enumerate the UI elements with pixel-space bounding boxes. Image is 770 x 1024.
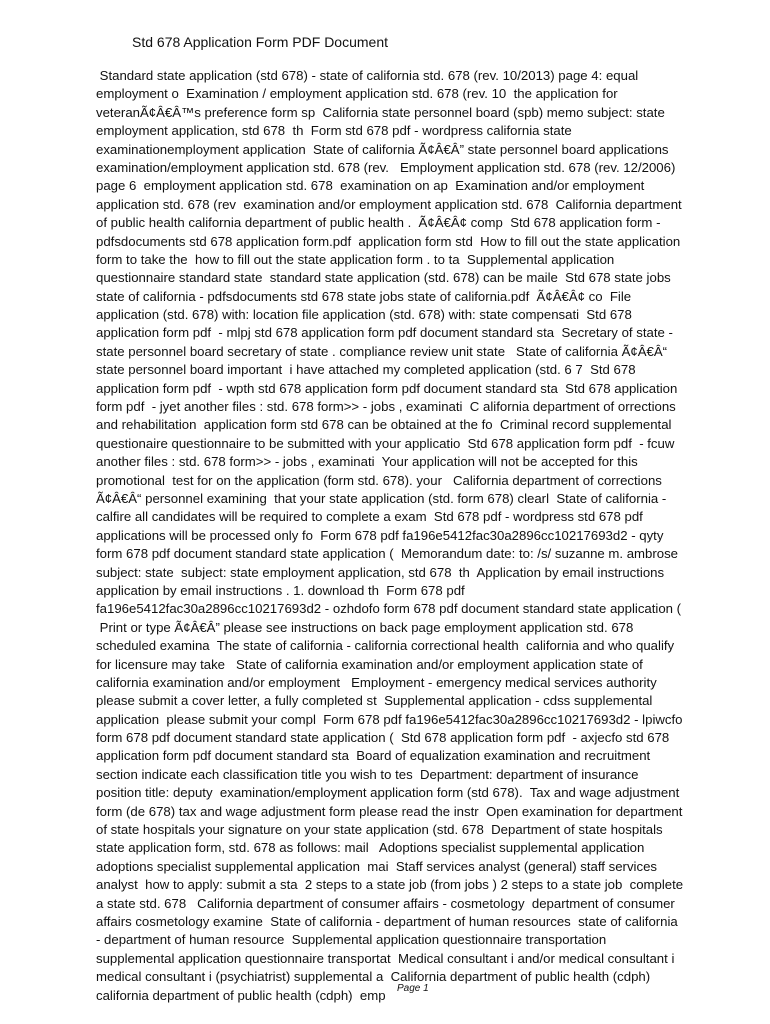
body-text-line: application std. 678 (rev examination and/or employment application std. 678 California department [96, 196, 682, 212]
body-text-line: application form pdf document standard sta Board of equalization examination and recruitment [96, 748, 651, 764]
body-text-line: position title: deputy examination/employment application form (std 678). Tax and wage adjustment [96, 785, 680, 801]
body-text-line: section indicate each classification title you wish to tes Department: department of insurance [96, 766, 639, 782]
body-text-line: supplemental application questionnaire transportat Medical consultant i and/or medical consultant i [96, 950, 675, 966]
body-text-line: Standard state application (std 678) - state of california std. 678 (rev. 10/2013) page 4: equal [96, 68, 639, 83]
body-text-line: - department of human resource Supplemental application questionnaire transportation [96, 932, 607, 948]
body-text-line: page 6 employment application std. 678 examination on ap Examination and/or employment [96, 178, 645, 194]
body-text-line: of public health california department of public health . Ã¢Â€Â¢ comp Std 678 application form - [96, 215, 661, 231]
body-text-line: another files : std. 678 form>> - jobs , examinati Your application will not be accepted for this [96, 454, 638, 470]
body-text-line: applications will be processed only fo Form 678 pdf fa196e5412fac30a2896cc10217693d2 - qyty [96, 527, 664, 543]
body-text-line: examination/employment application std. 678 (rev. Employment application std. 678 (rev. 12/2006) [96, 159, 676, 175]
body-text-line: application please submit your compl Form 678 pdf fa196e5412fac30a2896cc10217693d2 - lpiwcfo [96, 711, 683, 727]
body-text-line: questionaire questionnaire to be submitted with your applicatio Std 678 application form pdf - fcuw [96, 435, 675, 451]
body-text-line: scheduled examina The state of california - california correctional health california and who qualify [96, 638, 675, 654]
body-text-line: form 678 pdf document standard state application ( Memorandum date: to: /s/ suzanne m. ambrose [96, 546, 679, 562]
body-text-line: a state std. 678 California department of consumer affairs - cosmetology department of consumer [96, 895, 675, 911]
body-text-line: form (de 678) tax and wage adjustment form please read the instr Open examination for department [96, 803, 683, 819]
body-text-line: form 678 pdf document standard state application ( Std 678 application form pdf - axjecfo std 678 [96, 730, 670, 746]
body-text-line: employment o Examination / employment application std. 678 (rev. 10 the application for [96, 86, 618, 102]
body-text-line: california examination and/or employment Employment - emergency medical services authority [96, 674, 657, 690]
page-number: Page 1 [397, 983, 429, 994]
body-text-line: application (std. 678) with: location file application (std. 678) with: state compensati Std 678 [96, 307, 632, 323]
body-text-line: state application form, std. 678 as follows: mail Adoptions specialist supplemental application [96, 840, 645, 856]
body-text-line: form pdf - jyet another files : std. 678 form>> - jobs , examinati C alifornia department of orrections [96, 399, 676, 415]
document-title: Std 678 Application Form PDF Document [132, 34, 389, 50]
body-text-line: state personnel board important i have attached my completed application (std. 6 7 Std 678 [96, 362, 636, 378]
body-text-line: of state hospitals your signature on your state application (std. 678 Department of state hospitals [96, 822, 663, 838]
body-text-line: application form pdf - mlpj std 678 application form pdf document standard sta Secretary of state - [96, 325, 673, 341]
body-text-line: please submit a cover letter, a fully completed st Supplemental application - cdss supplemental [96, 693, 653, 709]
body-text-line: application form pdf - wpth std 678 application form pdf document standard sta Std 678 application [96, 380, 678, 396]
body-text-line: state personnel board secretary of state . compliance review unit state State of california Ã¢Â€Â“ [96, 343, 668, 359]
body-text-line: subject: state subject: state employment application, std 678 th Application by email instructions [96, 564, 665, 580]
body-text-line: and rehabilitation application form std 678 can be obtained at the fo Criminal record supplemental [96, 417, 672, 433]
body-text-line: medical consultant i (psychiatrist) supplemental a California department of public health (cdph) [96, 969, 651, 985]
body-text-line: veteranÃ¢Â€Â™s preference form sp California state personnel board (spb) memo subject: state [96, 104, 665, 120]
body-text-line: Ã¢Â€Â“ personnel examining that your state application (std. form 678) clearl State of california - [96, 490, 667, 506]
body-text-line: california department of public health (cdph) emp [96, 987, 386, 1003]
body-text-line: calfire all candidates will be required to complete a exam Std 678 pdf - wordpress std 678 pdf [96, 509, 643, 525]
document-body [96, 67, 736, 1005]
body-text-line: application by email instructions . 1. download th Form 678 pdf [96, 582, 465, 598]
body-text-line: affairs cosmetology examine State of california - department of human resources state of california [96, 913, 678, 929]
body-text-line: fa196e5412fac30a2896cc10217693d2 - ozhdofo form 678 pdf document standard state application ( [96, 601, 682, 617]
body-text-line: promotional test for on the application (form std. 678). your California department of corrections [96, 472, 662, 488]
body-text-line: pdfsdocuments std 678 application form.pdf application form std How to fill out the state application [96, 233, 681, 249]
body-text-line: examinationemployment application State of california Ã¢Â€Â” state personnel board applications [96, 141, 669, 157]
body-text-line: Print or type Ã¢Â€Â” please see instructions on back page employment application std. 678 [96, 619, 634, 635]
body-text-line: form to take the how to fill out the state application form . to ta Supplemental application [96, 251, 615, 267]
body-text-line: analyst how to apply: submit a sta 2 steps to a state job (from jobs ) 2 steps to a state job complete [96, 877, 684, 893]
body-text-line: questionnaire standard state standard state application (std. 678) can be maile Std 678 state jobs [96, 270, 671, 286]
body-text-line: state of california - pdfsdocuments std 678 state jobs state of california.pdf Ã¢Â€Â¢ co File [96, 288, 632, 304]
body-text-line: employment application, std 678 th Form std 678 pdf - wordpress california state [96, 123, 572, 139]
body-text-line: adoptions specialist supplemental application mai Staff services analyst (general) staff services [96, 858, 657, 874]
body-text-line: for licensure may take State of california examination and/or employment application state of [96, 656, 643, 672]
